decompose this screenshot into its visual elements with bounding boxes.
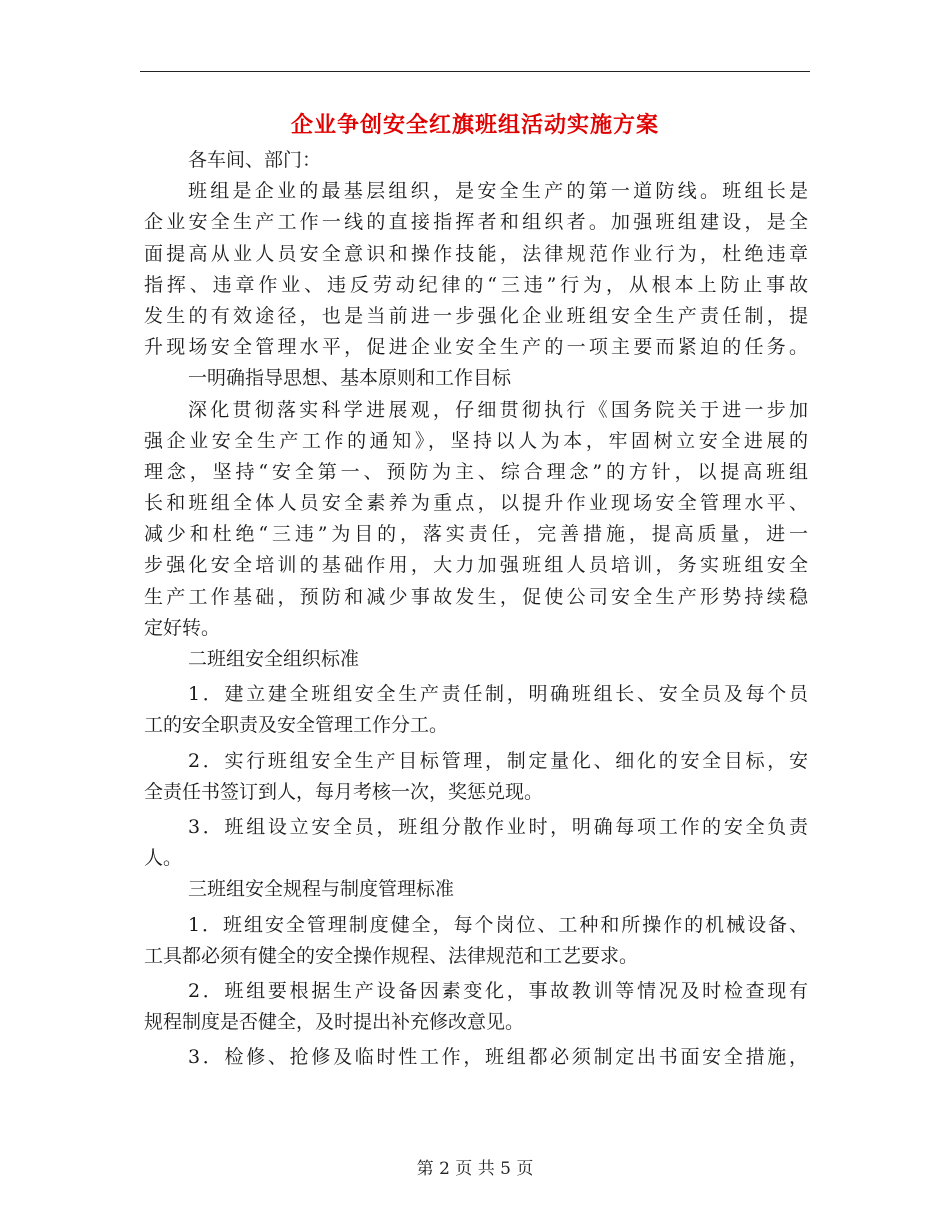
text-line: 1．建立建全班组安全生产责任制，明确班组长、安全员及每个员 (188, 683, 808, 706)
text-line: 人。 (144, 847, 183, 870)
document-body (144, 145, 808, 1073)
text-line: 各车间、部门： (188, 149, 322, 171)
text-line: 生产工作基础，预防和减少事故发生，促使公司安全生产形势持续稳 (144, 585, 808, 608)
text-line: 发生的有效途径，也是当前进一步强化企业班组安全生产责任制，提 (144, 304, 808, 327)
text-line: 班组是企业的最基层组织，是安全生产的第一道防线。班组长是 (188, 180, 808, 203)
text-line: 工的安全职责及安全管理工作分工。 (144, 714, 449, 737)
text-line: 一明确指导思想、基本原则和工作目标 (188, 367, 512, 390)
page-footer: 第 2 页 共 5 页 (416, 1159, 534, 1179)
text-line: 三班组安全规程与制度管理标准 (188, 878, 455, 901)
text-line: 二班组安全组织标准 (188, 648, 360, 670)
text-line: 强企业安全生产工作的通知》，坚持以人为本，牢固树立安全进展的 (144, 429, 808, 452)
header-rule (140, 71, 810, 72)
text-line: 减少和杜绝“三违”为目的，落实责任，完善措施，提高质量，进一 (144, 523, 808, 546)
text-line: 指挥、违章作业、违反劳动纪律的“三违”行为，从根本上防止事故 (144, 273, 808, 296)
text-line: 面提高从业人员安全意识和操作技能，法律规范作业行为，杜绝违章 (144, 242, 808, 265)
text-line: 全责任书签订到人，每月考核一次，奖惩兑现。 (144, 780, 544, 803)
text-line: 长和班组全体人员安全素养为重点，以提升作业现场安全管理水平、 (144, 492, 808, 515)
text-line: 定好转。 (144, 616, 221, 639)
text-line: 理念，坚持“安全第一、预防为主、综合理念”的方针，以提高班组 (144, 460, 808, 483)
text-line: 2．班组要根据生产设备因素变化，事故教训等情况及时检查现有 (188, 979, 808, 1002)
text-line: 企业安全生产工作一线的直接指挥者和组织者。加强班组建设，是全 (144, 211, 808, 234)
text-line: 1．班组安全管理制度健全，每个岗位、工种和所操作的机械设备、 (188, 913, 808, 936)
text-line: 深化贯彻落实科学进展观，仔细贯彻执行《国务院关于进一步加 (188, 398, 808, 421)
text-line: 步强化安全培训的基础作用，大力加强班组人员培训，务实班组安全 (144, 554, 808, 577)
text-line: 3．检修、抢修及临时性工作，班组都必须制定出书面安全措施， (188, 1046, 808, 1069)
text-line: 3．班组设立安全员，班组分散作业时，明确每项工作的安全负责 (188, 815, 808, 838)
text-line: 升现场安全管理水平，促进企业安全生产的一项主要而紧迫的任务。 (144, 336, 808, 359)
text-line: 规程制度是否健全，及时提出补充修改意见。 (144, 1011, 525, 1034)
document-title: 企业争创安全红旗班组活动实施方案 (290, 112, 659, 138)
text-line: 2．实行班组安全生产目标管理，制定量化、细化的安全目标，安 (188, 749, 808, 772)
text-line: 工具都必须有健全的安全操作规程、法律规范和工艺要求。 (144, 944, 639, 967)
